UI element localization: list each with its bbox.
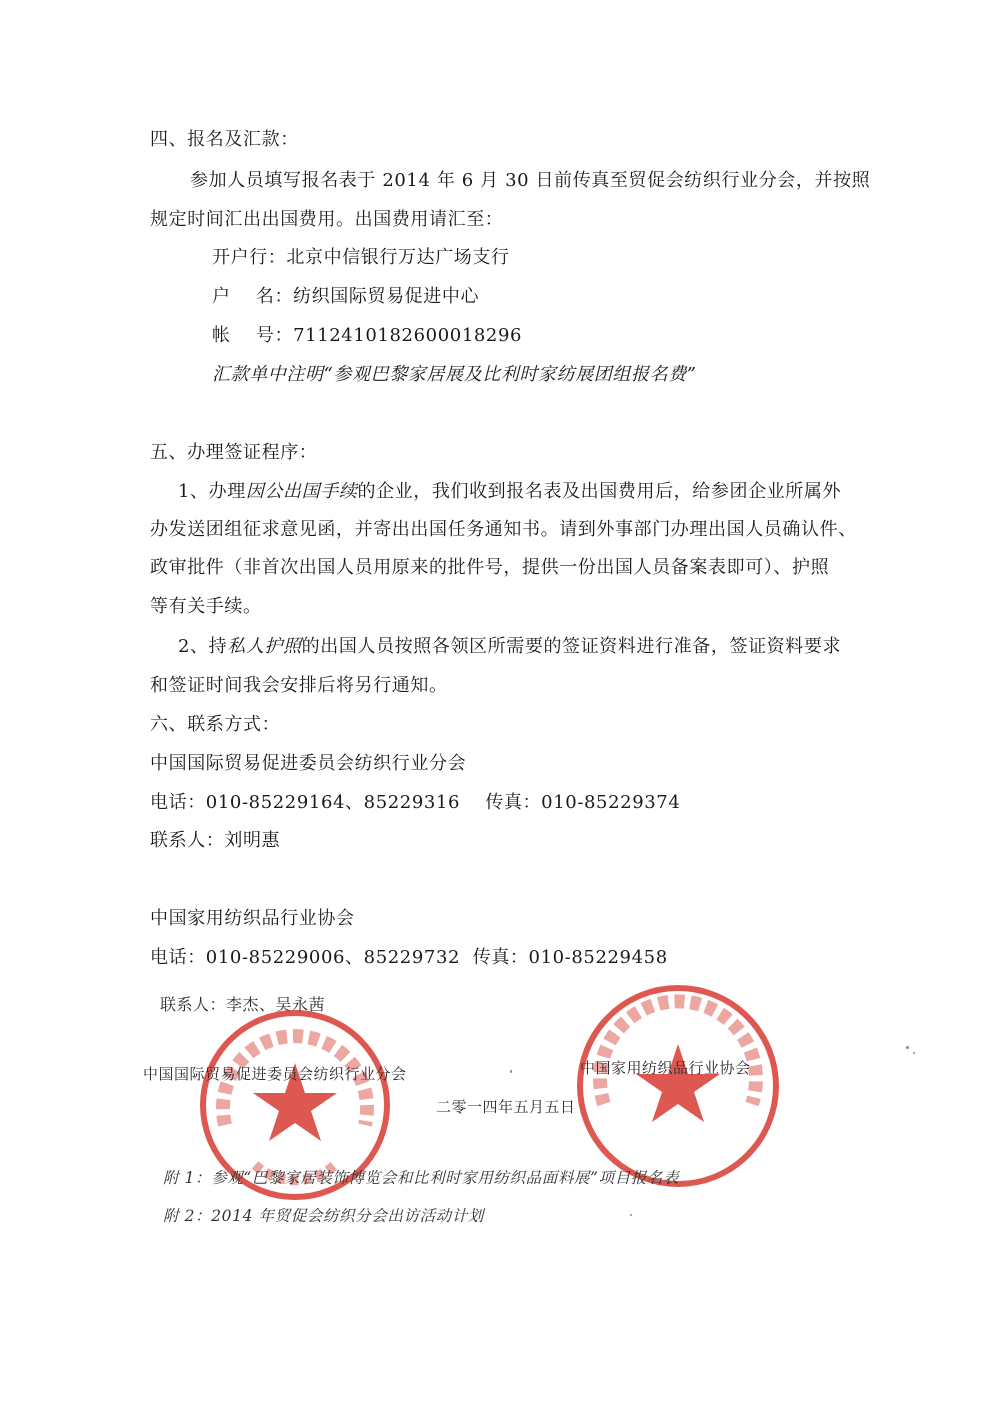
remittance-note: 汇款单中注明“参观巴黎家居展及比利时家纺展团组报名费” <box>212 364 697 385</box>
attachment-1: 附 1：参观“巴黎家居装饰博览会和比利时家用纺织品面料展”项目报名表 <box>163 1169 680 1187</box>
visa-item2-line1 <box>178 635 841 659</box>
section4-paragraph-line2: 规定时间汇出出国费用。出国费用请汇至： <box>150 209 504 230</box>
org2-contact: 联系人：李杰、吴永茜 <box>160 995 326 1014</box>
attachment-2: 附 2：2014 年贸促会纺织分会出访活动计划 <box>163 1207 484 1225</box>
visa-item1-line3: 政审批件（非首次出国人员用原来的批件号，提供一份出国人员备案表即可）、护照 <box>150 557 830 578</box>
issuer-left: 中国国际贸易促进委员会纺织行业分会 <box>143 1065 407 1083</box>
scan-speck <box>906 1046 909 1049</box>
scan-speck <box>630 1214 632 1216</box>
org2-name: 中国家用纺织品行业协会 <box>150 908 355 929</box>
org2-phone-fax: 电话：010-85229006、85229732 传真：010-85229458 <box>150 947 668 968</box>
bank-name: 开户行：北京中信银行万达广场支行 <box>212 247 510 268</box>
section6-heading: 六、联系方式： <box>150 714 281 735</box>
visa-item2-emphasis: 私人护照 <box>227 636 302 657</box>
visa-item2-line2: 和签证时间我会安排后将另行通知。 <box>150 675 448 696</box>
account-number: 帐 号：7112410182600018296 <box>212 325 523 346</box>
visa-item1-emphasis: 因公出国手续 <box>245 481 358 502</box>
visa-item2-rest: 的出国人员按照各领区所需要的签证资料进行准备，签证资料要求 <box>301 636 842 657</box>
right-seal-stamp <box>572 980 784 1192</box>
scan-speck <box>913 1052 915 1054</box>
visa-item1-line2: 办发送团组征求意见函，并寄出出国任务通知书。请到外事部门办理出国人员确认件、 <box>150 519 857 540</box>
visa-item2-prefix: 2、持 <box>178 636 228 657</box>
issuer-right: 中国家用纺织品行业协会 <box>580 1059 751 1077</box>
scan-speck <box>510 1070 512 1073</box>
document-date: 二零一四年五月五日 <box>436 1098 576 1116</box>
account-name: 户 名：纺织国际贸易促进中心 <box>212 286 480 307</box>
visa-item1-line4: 等有关手续。 <box>150 596 262 617</box>
org1-phone-fax: 电话：010-85229164、85229316 传真：010-85229374 <box>150 792 681 813</box>
section4-heading: 四、报名及汇款： <box>150 129 299 150</box>
visa-item1-rest: 的企业，我们收到报名表及出国费用后，给参团企业所属外 <box>357 481 842 502</box>
visa-item1-prefix: 1、办理 <box>178 481 246 502</box>
section4-paragraph-line1: 参加人员填写报名表于 2014 年 6 月 30 日前传真至贸促会纺织行业分会，并按照 <box>190 170 871 191</box>
section5-heading: 五、办理签证程序： <box>150 442 318 463</box>
visa-item1-line1 <box>178 480 841 504</box>
org1-contact: 联系人：刘明惠 <box>150 830 281 851</box>
org1-name: 中国国际贸易促进委员会纺织行业分会 <box>150 753 467 774</box>
